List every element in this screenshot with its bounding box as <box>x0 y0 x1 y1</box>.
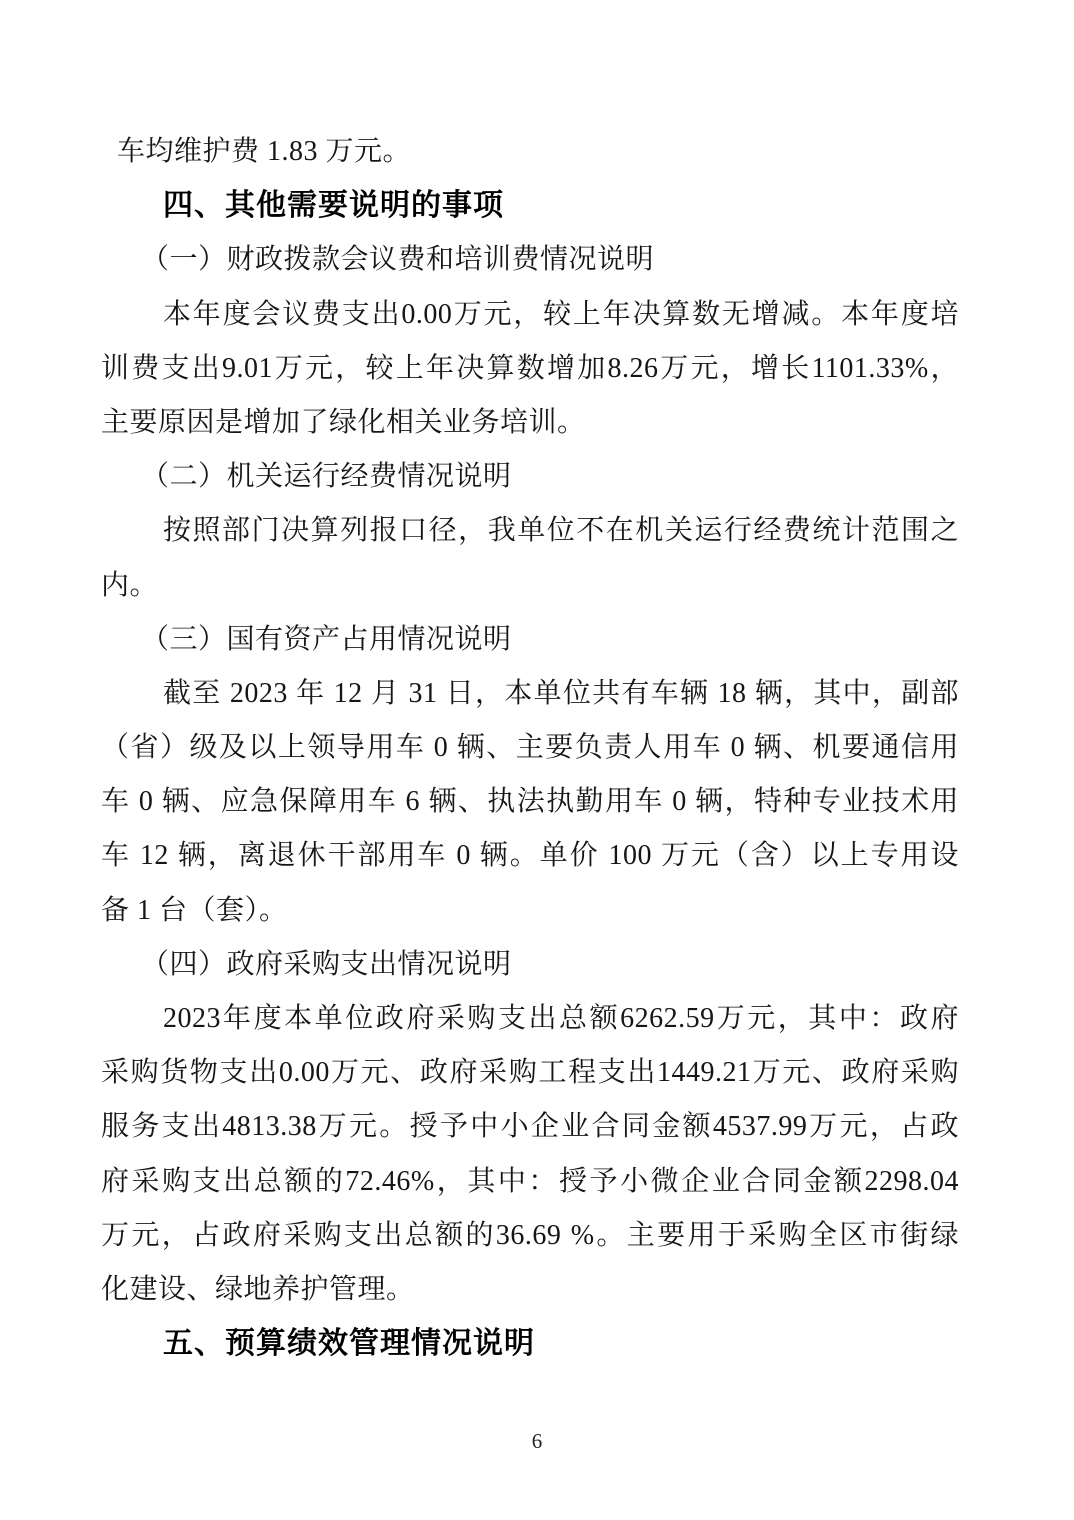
text-line: 车均维护费 1.83 万元。 <box>117 136 412 167</box>
text-line: 截至 2023 年 12 月 31 日，本单位共有车辆 18 辆，其中，副部 <box>163 677 959 709</box>
page-number: 6 <box>531 1429 543 1453</box>
text-line: 2023年度本单位政府采购支出总额6262.59万元，其中：政府 <box>163 1003 959 1034</box>
section-heading-5: 五、预算绩效管理情况说明 <box>163 1327 535 1361</box>
text-line: 内。 <box>101 569 159 601</box>
document-content <box>101 125 959 1371</box>
text-line: 车 0 辆、应急保障用车 6 辆、执法执勤用车 0 辆，特种专业技术用 <box>101 786 959 818</box>
text-line: 府采购支出总额的72.46%，其中：授予小微企业合同金额2298.04 <box>101 1165 959 1197</box>
text-line: 按照部门决算列报口径，我单位不在机关运行经费统计范围之 <box>163 515 959 547</box>
subsection-heading-3: （三）国有资产占用情况说明 <box>141 623 512 655</box>
text-line: 化建设、绿地养护管理。 <box>101 1273 415 1305</box>
text-line: 备 1 台（套）。 <box>101 894 288 926</box>
subsection-heading-2: （二）机关运行经费情况说明 <box>141 461 512 493</box>
text-line: 采购货物支出0.00万元、政府采购工程支出1449.21万元、政府采购 <box>101 1057 959 1089</box>
section-heading-4: 四、其他需要说明的事项 <box>163 189 504 223</box>
text-line: 万元，占政府采购支出总额的36.69 %。主要用于采购全区市街绿 <box>101 1219 959 1251</box>
subsection-heading-1: （一）财政拨款会议费和培训费情况说明 <box>141 244 655 276</box>
text-line: 主要原因是增加了绿化相关业务培训。 <box>101 406 586 438</box>
text-line: 训费支出9.01万元，较上年决算数增加8.26万元，增长1101.33%， <box>101 352 959 384</box>
text-line: 本年度会议费支出0.00万元，较上年决算数无增减。本年度培 <box>163 298 959 330</box>
subsection-heading-4: （四）政府采购支出情况说明 <box>141 948 512 980</box>
text-line: 服务支出4813.38万元。授予中小企业合同金额4537.99万元，占政 <box>101 1111 959 1143</box>
text-line: （省）级及以上领导用车 0 辆、主要负责人用车 0 辆、机要通信用 <box>101 732 959 764</box>
text-line: 车 12 辆，离退休干部用车 0 辆。单价 100 万元（含）以上专用设 <box>101 840 959 872</box>
